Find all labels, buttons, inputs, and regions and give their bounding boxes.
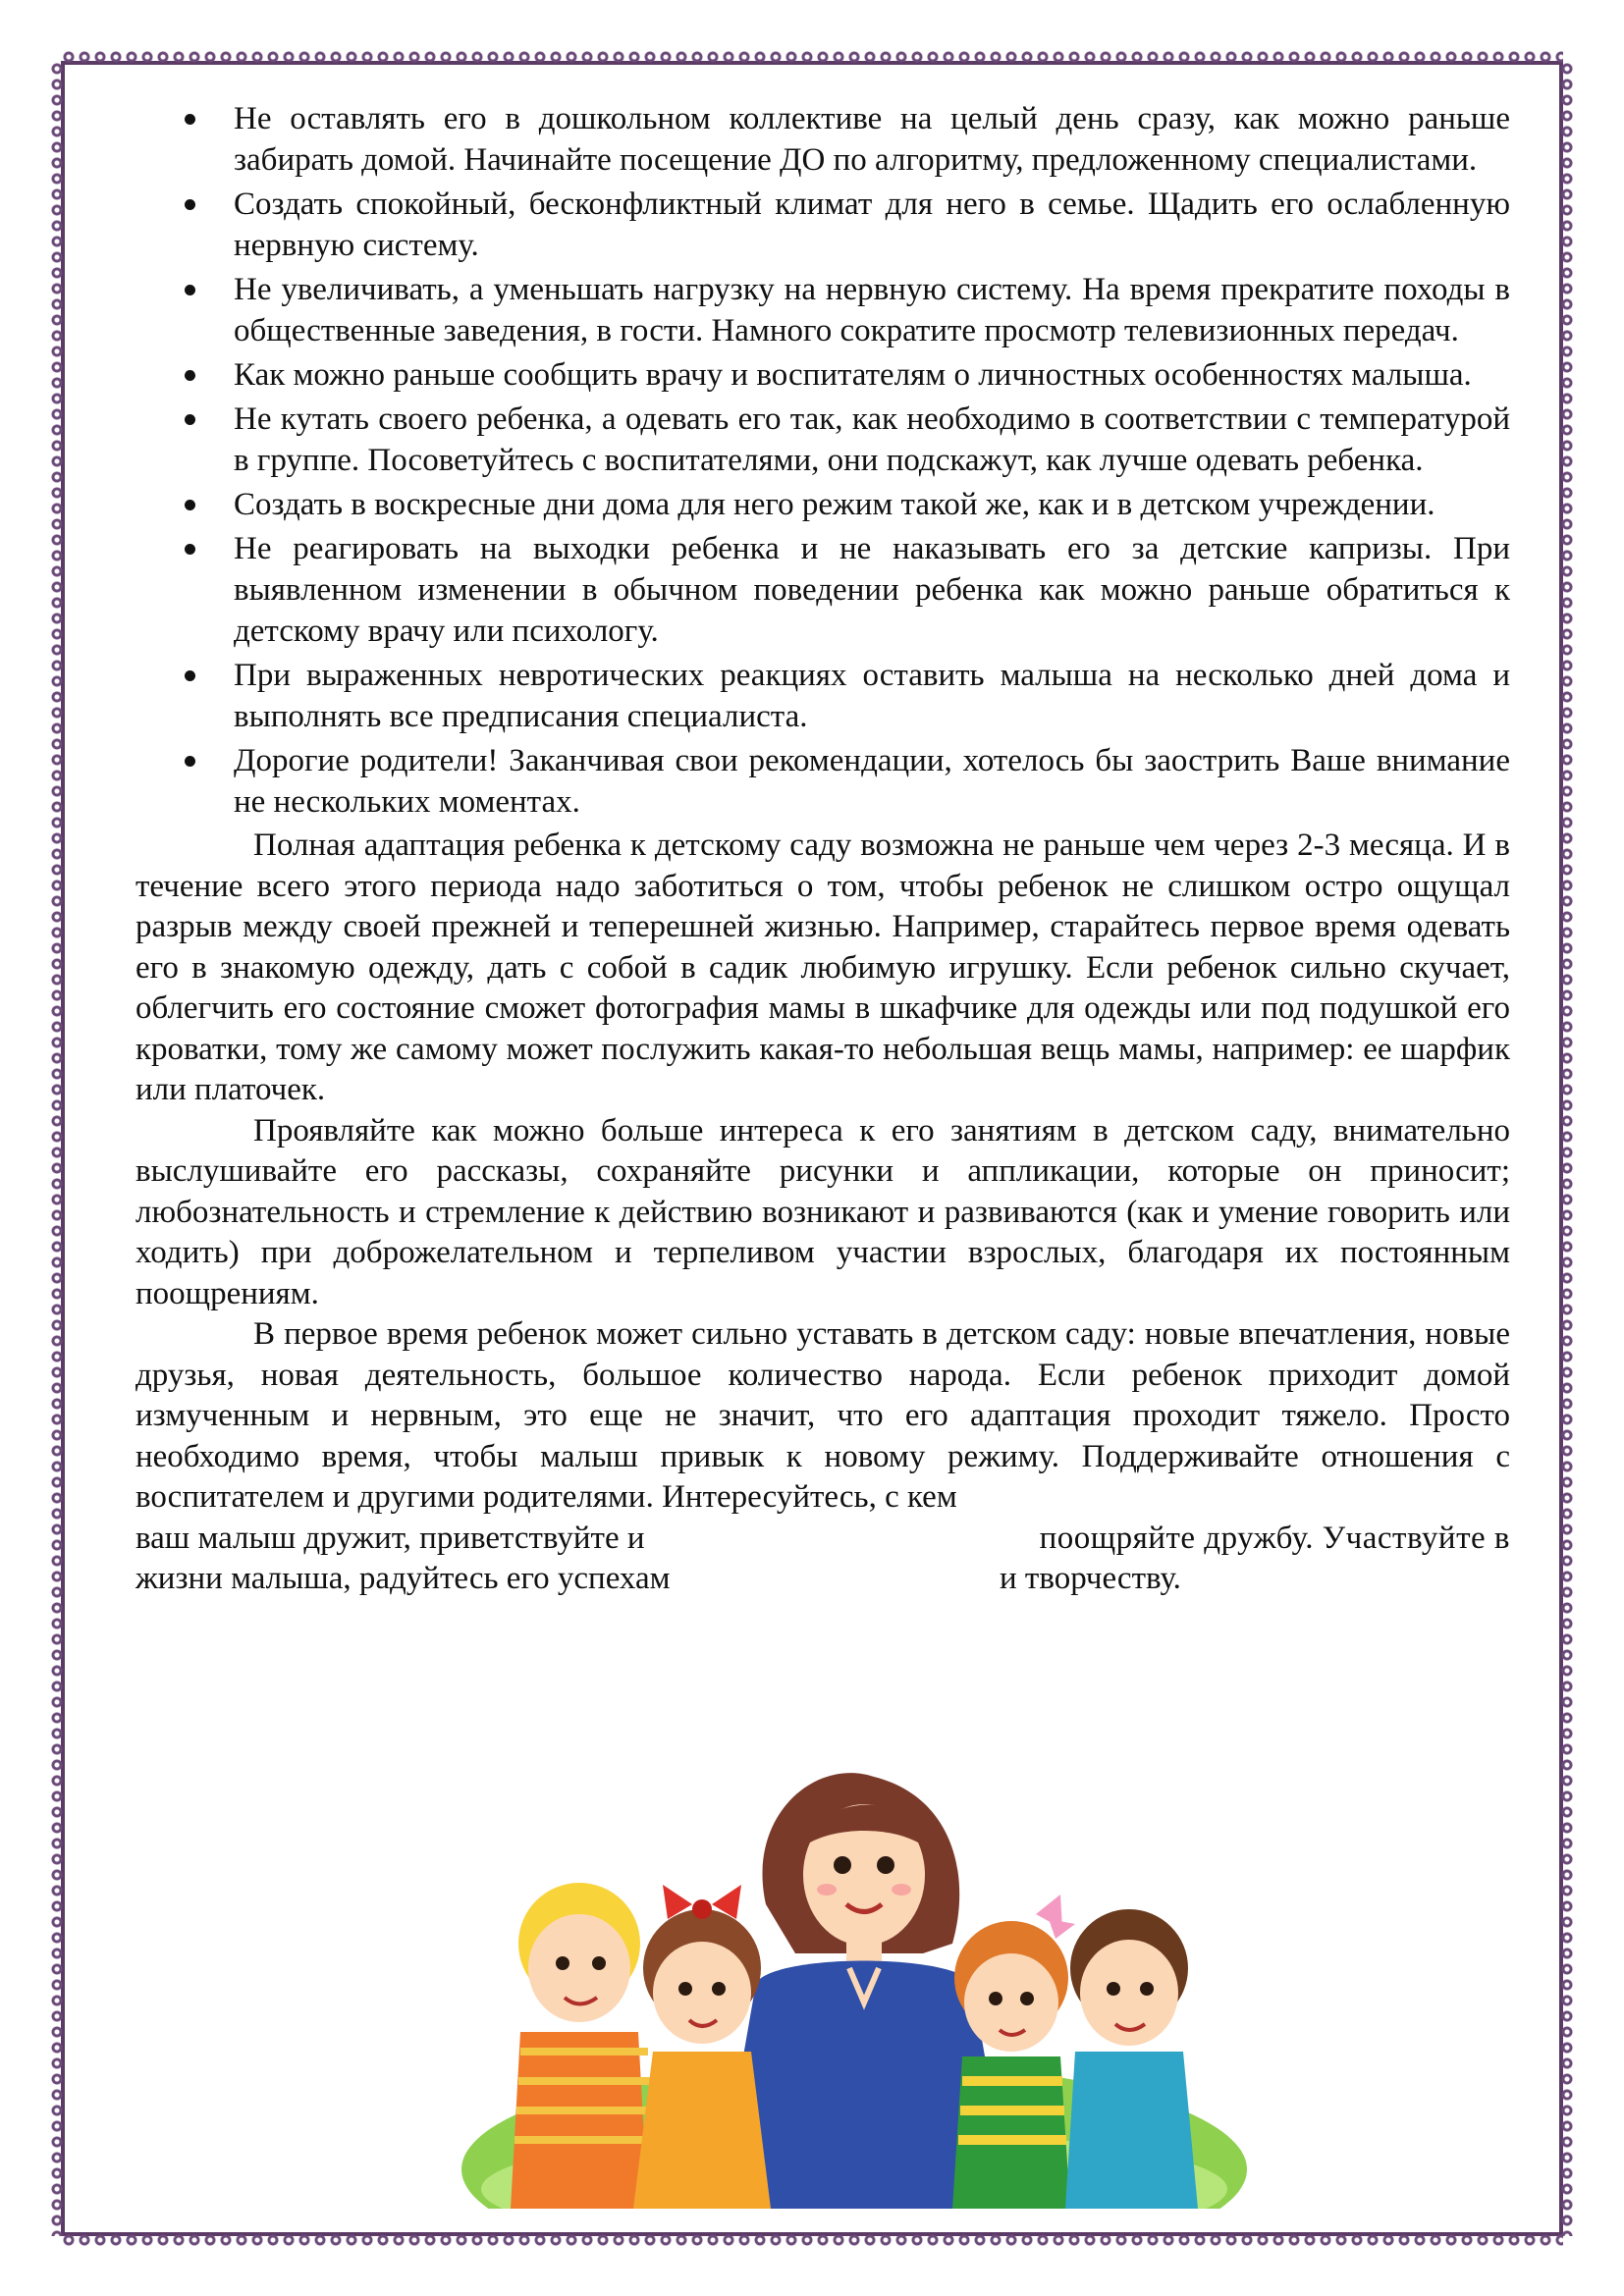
paragraph-adaptation: Полная адаптация ребенка к детскому саду возможна не раньше чем через 2-3 месяца. И в течение всего этого периода надо заботиться о том, чтобы ребенок не слишком остро ощущал разрыв между своей прежней и теперешней жизнью. Например, старайтесь первое время одевать его в знакомую одежду, дать с собой в садик любимую игрушку. Если ребенок сильно скучает, облегчить его состояние сможет фотография мамы в шкафчике для одежды или под подушкой его кроватки, тому же самому может послужить какая-то небольшая вещь мамы, например: ее шарфик или платочек. — [135, 828, 1510, 1107]
teacher-with-children-illustration — [461, 1757, 1247, 2209]
split-line-1-right: поощряйте дружбу. Участвуйте в — [1039, 1520, 1510, 1556]
list-item: Не реагировать на выходки ребенка и не наказывать его за детские капризы. При выявленном изменении в обычном поведении ребенка как можно раньше обратиться к детскому врачу или психологу. — [135, 528, 1510, 652]
bullet-icon — [185, 756, 195, 767]
bullet-icon — [185, 414, 195, 425]
border-chain-top — [61, 49, 1563, 65]
list-item: Создать спокойный, бесконфликтный климат для него в семье. Щадить его ослабленную нервную систему. — [135, 184, 1510, 266]
split-line-2-right: и творчеству. — [1000, 1561, 1181, 1596]
paragraph-fatigue-split-line-1 — [135, 1519, 1510, 1560]
list-item: Как можно раньше сообщить врачу и воспитателям о личностных особенностях малыша. — [135, 354, 1510, 396]
list-item: Дорогие родители! Заканчивая свои рекомендации, хотелось бы заострить Ваше внимание не нескольких моментах. — [135, 740, 1510, 823]
list-item: Создать в воскресные дни дома для него режим такой же, как и в детском учреждении. — [135, 484, 1510, 525]
split-line-2-left: жизни малыша, радуйтесь его успехам — [135, 1561, 671, 1596]
list-item: Не кутать своего ребенка, а одевать его так, как необходимо в соответствии с температурой в группе. Посоветуйтесь с воспитателями, они подскажут, как лучше одевать ребенка. — [135, 399, 1510, 481]
border-chain-bottom — [61, 2232, 1563, 2248]
bullet-icon — [185, 199, 195, 210]
document-body — [135, 98, 1510, 1600]
paragraph-interest: Проявляйте как можно больше интереса к его занятиям в детском саду, внимательно выслушивайте его рассказы, сохраняйте рисунки и аппликации, которые он приносит; любознательность и стремление к действию возникают и развиваются (как и умение говорить или ходить) при доброжелательном и терпеливом участии взрослых, благодаря их постоянным поощрениям. — [135, 1112, 1510, 1311]
child-blond-boy — [511, 1883, 650, 2209]
paragraph-fatigue: В первое время ребенок может сильно уставать в детском саду: новые впечатления, новые друзья, новая деятельность, большое количество народа. Если ребенок приходит домой измученным и нервным, это еще не значит, что его адаптация проходит тяжело. Просто необходимо время, чтобы малыш привык к новому режиму. Поддерживайте отношения с воспитателем и другими родителями. Интересуйтесь, с кем — [135, 1316, 1510, 1515]
border-chain-left — [49, 61, 65, 2236]
bullet-icon — [185, 285, 195, 295]
bullet-icon — [185, 544, 195, 555]
bullet-icon — [185, 370, 195, 381]
paragraph-fatigue-split-line-2 — [135, 1559, 1510, 1600]
list-item: Не увеличивать, а уменьшать нагрузку на нервную систему. На время прекратите походы в общественные заведения, в гости. Намного сократите просмотр телевизионных передач. — [135, 269, 1510, 351]
bullet-icon — [185, 670, 195, 681]
bullet-icon — [185, 500, 195, 510]
list-item: При выраженных невротических реакциях оставить малыша на несколько дней дома и выполнять все предписания специалиста. — [135, 655, 1510, 737]
border-chain-right — [1559, 61, 1575, 2236]
split-line-1-left: ваш малыш дружит, приветствуйте и — [135, 1520, 645, 1556]
recommendations-list — [135, 98, 1510, 823]
child-brown-hair-boy — [1065, 1909, 1198, 2209]
list-item: Не оставлять его в дошкольном коллективе на целый день сразу, как можно раньше забирать домой. Начинайте посещение ДО по алгоритму, предложенному специалистами. — [135, 98, 1510, 181]
bullet-icon — [185, 114, 195, 125]
